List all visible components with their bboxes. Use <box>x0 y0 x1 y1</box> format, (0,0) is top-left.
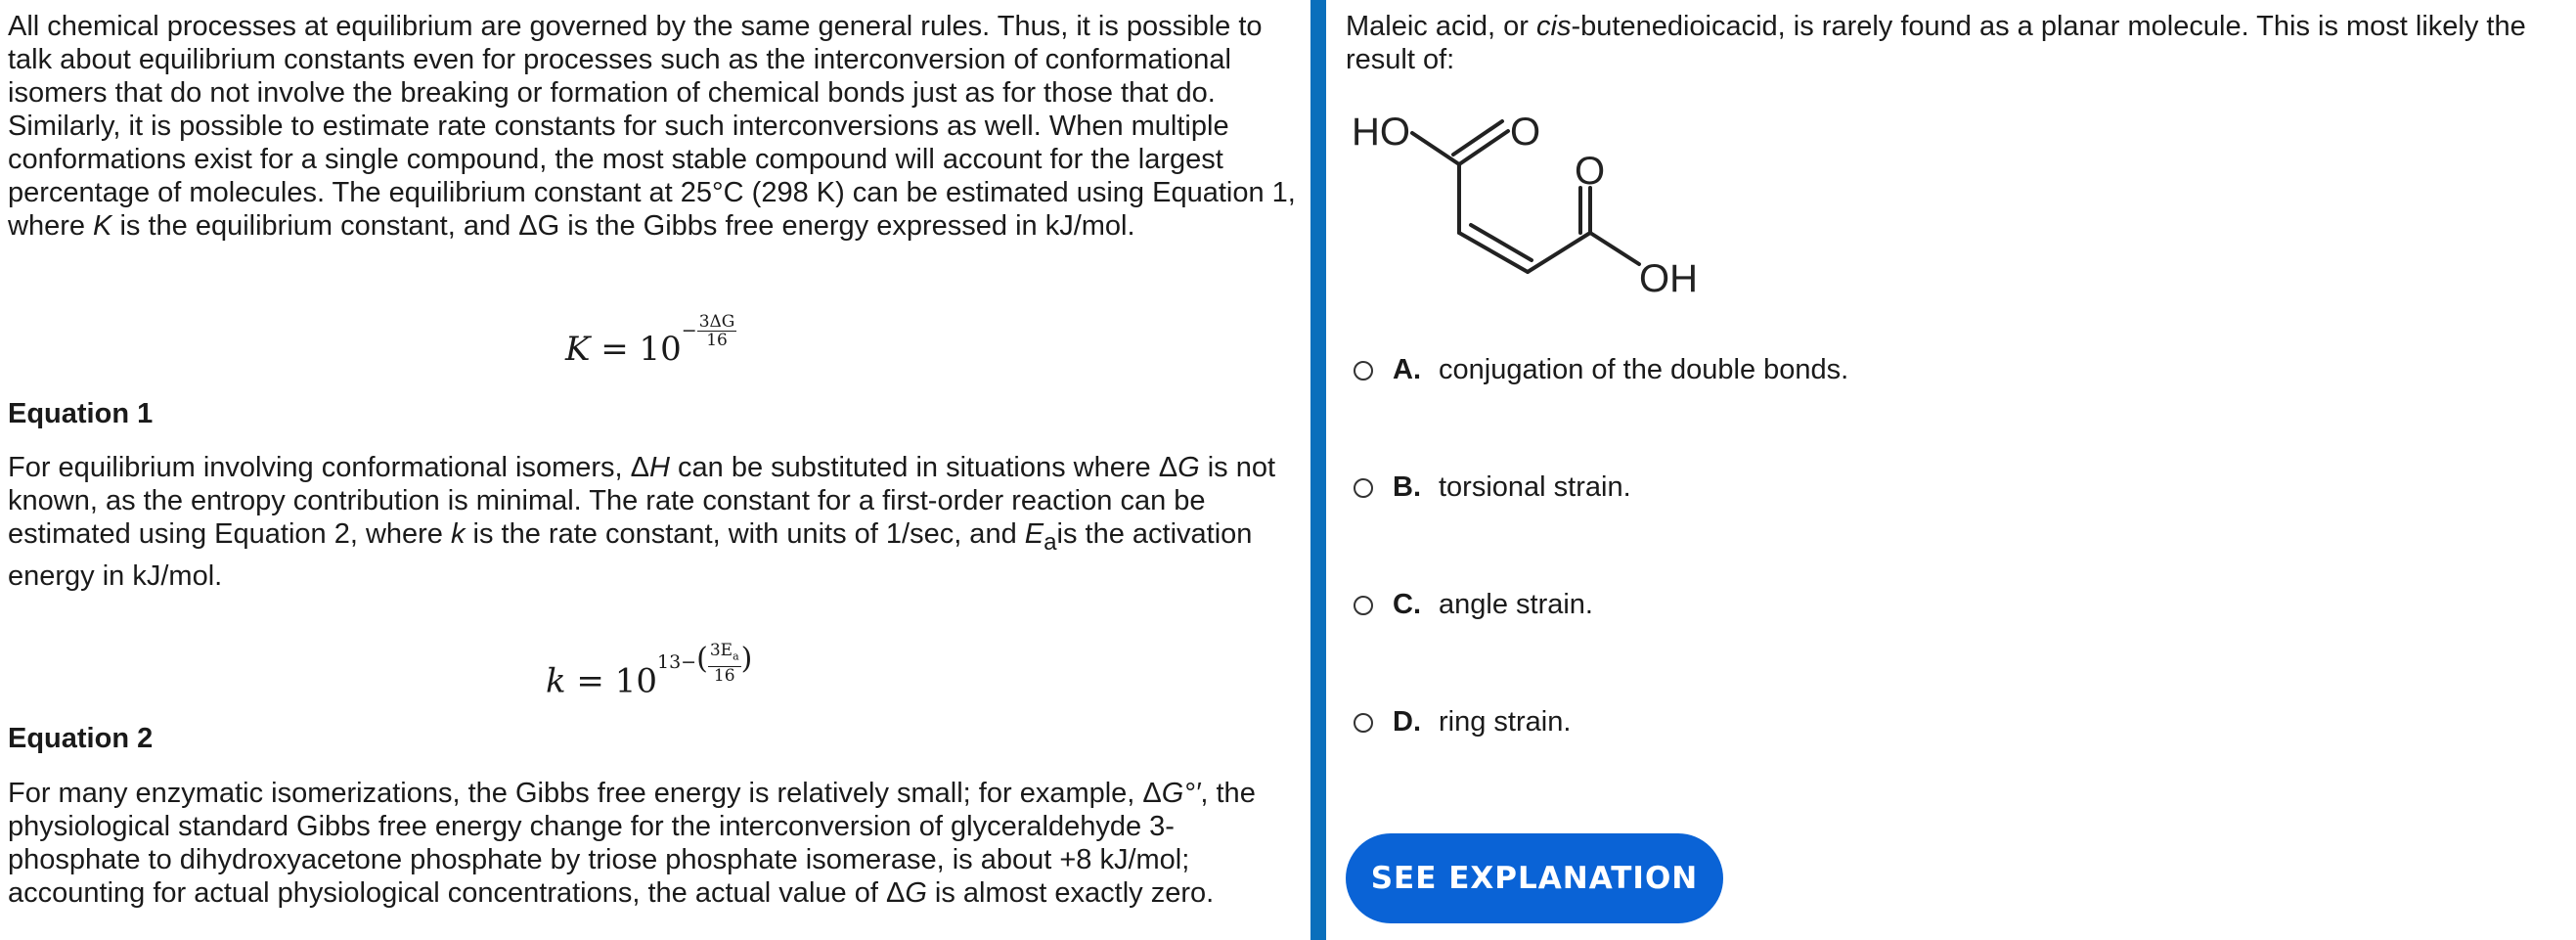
equation-2-label: Equation 2 <box>8 723 154 754</box>
choice-a[interactable] <box>1346 354 1848 386</box>
question-stem: Maleic acid, or cis-butenedioicacid, is rarely found as a planar molecule. This is most likely the result of: <box>1346 11 2526 75</box>
choice-c[interactable] <box>1346 589 1593 621</box>
choice-c-text: angle strain. <box>1439 589 1593 620</box>
equation-1-label: Equation 1 <box>8 398 154 429</box>
choice-b-text: torsional strain. <box>1439 471 1631 503</box>
radio-c[interactable] <box>1354 596 1373 615</box>
passage-para-3: For many enzymatic isomerizations, the Gibbs free energy is relatively small; for example, ΔG°′, the physiological standard Gibbs free energy change for the interconversion of glyceraldehyde 3-phosphate to dihydroxyacetone phosphate by triose phosphate isomerase, is about +8 kJ/mol; accounting for actual physiological concentrations, the actual value of ΔG is almost exactly zero. <box>8 778 1256 909</box>
choice-b-letter: B. <box>1393 471 1421 503</box>
choice-b[interactable] <box>1346 471 1631 504</box>
choice-d-text: ring strain. <box>1439 706 1572 738</box>
oh-label: OH <box>1639 257 1698 300</box>
radio-d[interactable] <box>1354 713 1373 733</box>
equation-2: $k = 10^{13-( \frac{3E_a}{16} )}$ <box>546 641 753 701</box>
choice-c-letter: C. <box>1393 589 1421 620</box>
choice-d-letter: D. <box>1393 706 1421 738</box>
choice-d[interactable] <box>1346 706 1571 739</box>
passage-intro: All chemical processes at equilibrium are governed by the same general rules. Thus, it is possible to talk about equilibrium constants even for processes such as the interconversion of conformational isomers that do not involve the breaking or formation of chemical bonds just as for those that do. Similarly, it is possible to estimate rate constants for such interconversions as well. When multiple conformations exist for a single compound, the most stable compound will account for the largest percentage of molecules. The equilibrium constant at 25°C (298 K) can be estimated using Equation 1, where K is the equilibrium constant, and ΔG is the Gibbs free energy expressed in kJ/mol. <box>8 11 1296 242</box>
choice-a-letter: A. <box>1393 354 1421 385</box>
choice-a-text: conjugation of the double bonds. <box>1439 354 1849 385</box>
pane-divider <box>1310 0 1326 940</box>
question-pane <box>1346 0 2568 940</box>
maleic-acid-structure <box>1346 98 1756 313</box>
carbonyl-o-2: O <box>1575 150 1606 193</box>
equation-1: $K = 10^{- \frac{3\Delta G}{16}}$ <box>565 312 735 369</box>
carbonyl-o-1: O <box>1510 111 1541 154</box>
ho-label: HO <box>1352 111 1410 154</box>
radio-a[interactable] <box>1354 361 1373 380</box>
see-explanation-button[interactable]: SEE EXPLANATION <box>1346 833 1723 923</box>
passage-para-2: For equilibrium involving conformational isomers, ΔH can be substituted in situations where ΔG is not known, as the entropy contribution is minimal. The rate constant for a first-order reaction can be estimated using Equation 2, where k is the rate constant, with units of 1/sec, and $E_ais$ the activation energy in kJ/mol. <box>8 452 1276 592</box>
radio-b[interactable] <box>1354 478 1373 498</box>
